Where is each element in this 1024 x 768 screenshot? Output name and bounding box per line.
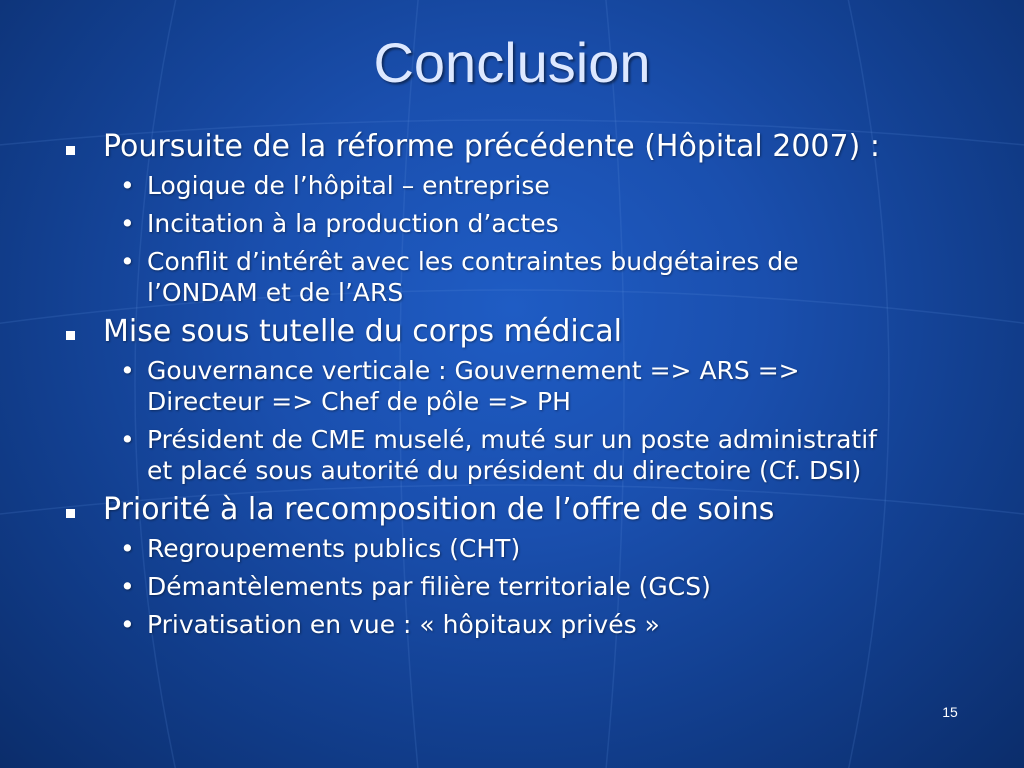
sub-bullet-text: Président de CME muselé, muté sur un poste administratif et placé sous autorité du président du directoire (Cf. DSI) [147, 425, 877, 485]
dot-bullet-icon: • [120, 247, 135, 276]
sub-bullet-text: Incitation à la production d’actes [147, 209, 559, 238]
bullet-level2 [60, 571, 910, 602]
bullet-level1 [60, 130, 910, 164]
square-bullet-icon [66, 146, 75, 155]
bullet-list [60, 130, 910, 647]
bullet-level2 [60, 355, 910, 417]
square-bullet-icon [66, 331, 75, 340]
bullet-level2 [60, 424, 910, 486]
slide-title: Conclusion [373, 31, 651, 94]
bullet-level2 [60, 609, 910, 640]
square-bullet-icon [66, 509, 75, 518]
bullet-level1 [60, 493, 910, 527]
page-number: 15 [942, 704, 958, 720]
bullet-level2 [60, 170, 910, 201]
sub-bullet-text: Regroupements publics (CHT) [147, 534, 521, 563]
sub-bullet-text: Démantèlements par filière territoriale (GCS) [147, 572, 711, 601]
dot-bullet-icon: • [120, 356, 135, 385]
bullet-level2 [60, 533, 910, 564]
sub-bullet-text: Conflit d’intérêt avec les contraintes budgétaires de l’ONDAM et de l’ARS [147, 247, 799, 307]
sub-bullet-text: Privatisation en vue : « hôpitaux privés » [147, 610, 660, 639]
sub-bullet-text: Gouvernance verticale : Gouvernement => ARS => Directeur => Chef de pôle => PH [147, 356, 800, 416]
bullet-text: Priorité à la recomposition de l’offre de soins [103, 492, 775, 527]
dot-bullet-icon: • [120, 610, 135, 639]
dot-bullet-icon: • [120, 171, 135, 200]
bullet-level2 [60, 208, 910, 239]
dot-bullet-icon: • [120, 534, 135, 563]
dot-bullet-icon: • [120, 209, 135, 238]
sub-bullet-text: Logique de l’hôpital – entreprise [147, 171, 550, 200]
dot-bullet-icon: • [120, 572, 135, 601]
bullet-text: Poursuite de la réforme précédente (Hôpital 2007) : [103, 129, 880, 164]
dot-bullet-icon: • [120, 425, 135, 454]
bullet-text: Mise sous tutelle du corps médical [103, 314, 622, 349]
bullet-level1 [60, 315, 910, 349]
bullet-level2 [60, 246, 910, 308]
